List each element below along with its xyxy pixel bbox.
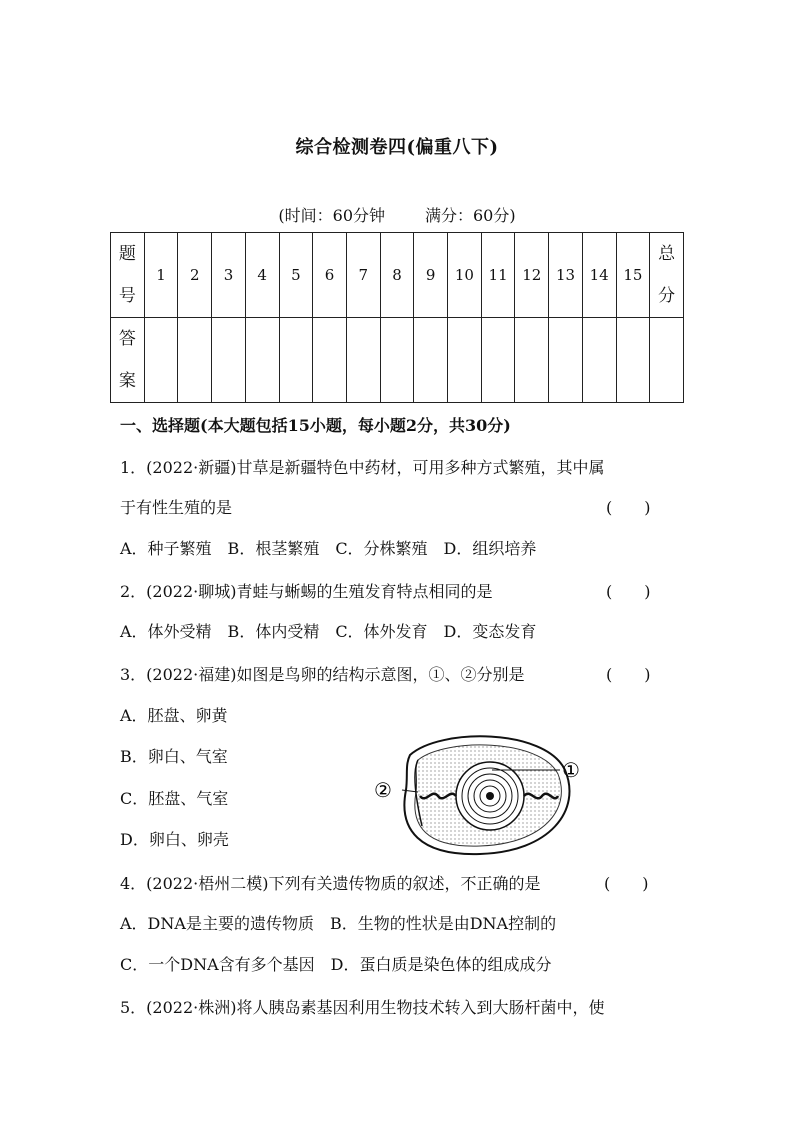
q3-option-c: C．胚盘、气室: [120, 789, 229, 808]
section-heading: 一、选择题(本大题包括15小题，每小题2分，共30分): [120, 416, 511, 435]
question-number: 11: [481, 233, 515, 318]
q5-stem: 5．(2022·株洲)将人胰岛素基因利用生物技术转入到大肠杆菌中，使: [120, 998, 605, 1017]
full-score: 满分：60分): [425, 206, 516, 225]
answer-table: [110, 232, 684, 403]
answer-cell[interactable]: [549, 318, 583, 403]
question-number: 4: [245, 233, 279, 318]
question-number: 5: [279, 233, 313, 318]
total-score-header: 总 分: [650, 233, 684, 318]
answer-cell[interactable]: [346, 318, 380, 403]
number-row: [111, 233, 684, 318]
answer-cell[interactable]: [212, 318, 246, 403]
q4-options-2: C．一个DNA含有多个基因 D．蛋白质是染色体的组成成分: [120, 955, 552, 974]
q3-option-d: D．卵白、卵壳: [120, 830, 229, 849]
q1-stem: 1．(2022·新疆)甘草是新疆特色中药材，可用多种方式繁殖，其中属: [120, 458, 605, 477]
answer-cell[interactable]: [515, 318, 549, 403]
question-number: 6: [313, 233, 347, 318]
answer-row: [111, 318, 684, 403]
q4-stem: 4．(2022·梧州二模)下列有关遗传物质的叙述，不正确的是: [120, 874, 541, 893]
q3-stem: 3．(2022·福建)如图是鸟卵的结构示意图，①、②分别是: [120, 665, 525, 684]
question-number: 13: [549, 233, 583, 318]
q2-stem: 2．(2022·聊城)青蛙与蜥蜴的生殖发育特点相同的是: [120, 582, 493, 601]
question-number: 8: [380, 233, 414, 318]
answer-cell[interactable]: [144, 318, 178, 403]
q2-options: A．体外受精 B．体内受精 C．体外发育 D．变态发育: [120, 622, 537, 641]
q3-option-a: A．胚盘、卵黄: [120, 706, 228, 725]
q4-answer-blank[interactable]: ( ): [604, 874, 649, 893]
q3-option-b: B．卵白、气室: [120, 747, 228, 766]
question-number: 3: [212, 233, 246, 318]
answer-cell[interactable]: [279, 318, 313, 403]
page-title: 综合检测卷四(偏重八下): [295, 137, 499, 158]
total-score-cell[interactable]: [650, 318, 684, 403]
question-number: 14: [582, 233, 616, 318]
question-number: 1: [144, 233, 178, 318]
bird-egg-diagram: [370, 730, 600, 860]
label-2: ②: [374, 778, 392, 802]
exam-meta: [0, 203, 794, 226]
question-number: 9: [414, 233, 448, 318]
question-number: 15: [616, 233, 650, 318]
answer-cell[interactable]: [313, 318, 347, 403]
answer-cell[interactable]: [178, 318, 212, 403]
answer-cell[interactable]: [481, 318, 515, 403]
q3-answer-blank[interactable]: ( ): [606, 665, 651, 684]
time-limit: (时间：60分钟: [278, 206, 385, 225]
answer-cell[interactable]: [380, 318, 414, 403]
answer-cell[interactable]: [245, 318, 279, 403]
answer-cell[interactable]: [448, 318, 482, 403]
question-number: 10: [448, 233, 482, 318]
answer-cell[interactable]: [414, 318, 448, 403]
label-1: ①: [562, 758, 580, 782]
q1-options: A．种子繁殖 B．根茎繁殖 C．分株繁殖 D．组织培养: [120, 539, 537, 558]
question-number: 7: [346, 233, 380, 318]
q4-options-1: A．DNA是主要的遗传物质 B．生物的性状是由DNA控制的: [120, 914, 557, 933]
answer-cell[interactable]: [582, 318, 616, 403]
q2-answer-blank[interactable]: ( ): [606, 582, 651, 601]
q1-stem-cont: 于有性生殖的是: [120, 498, 233, 517]
answer-header-cell: 答 案: [111, 318, 145, 403]
question-number: 12: [515, 233, 549, 318]
question-number: 2: [178, 233, 212, 318]
answer-cell[interactable]: [616, 318, 650, 403]
number-header-cell: 题 号: [111, 233, 145, 318]
q1-answer-blank[interactable]: ( ): [606, 498, 651, 517]
